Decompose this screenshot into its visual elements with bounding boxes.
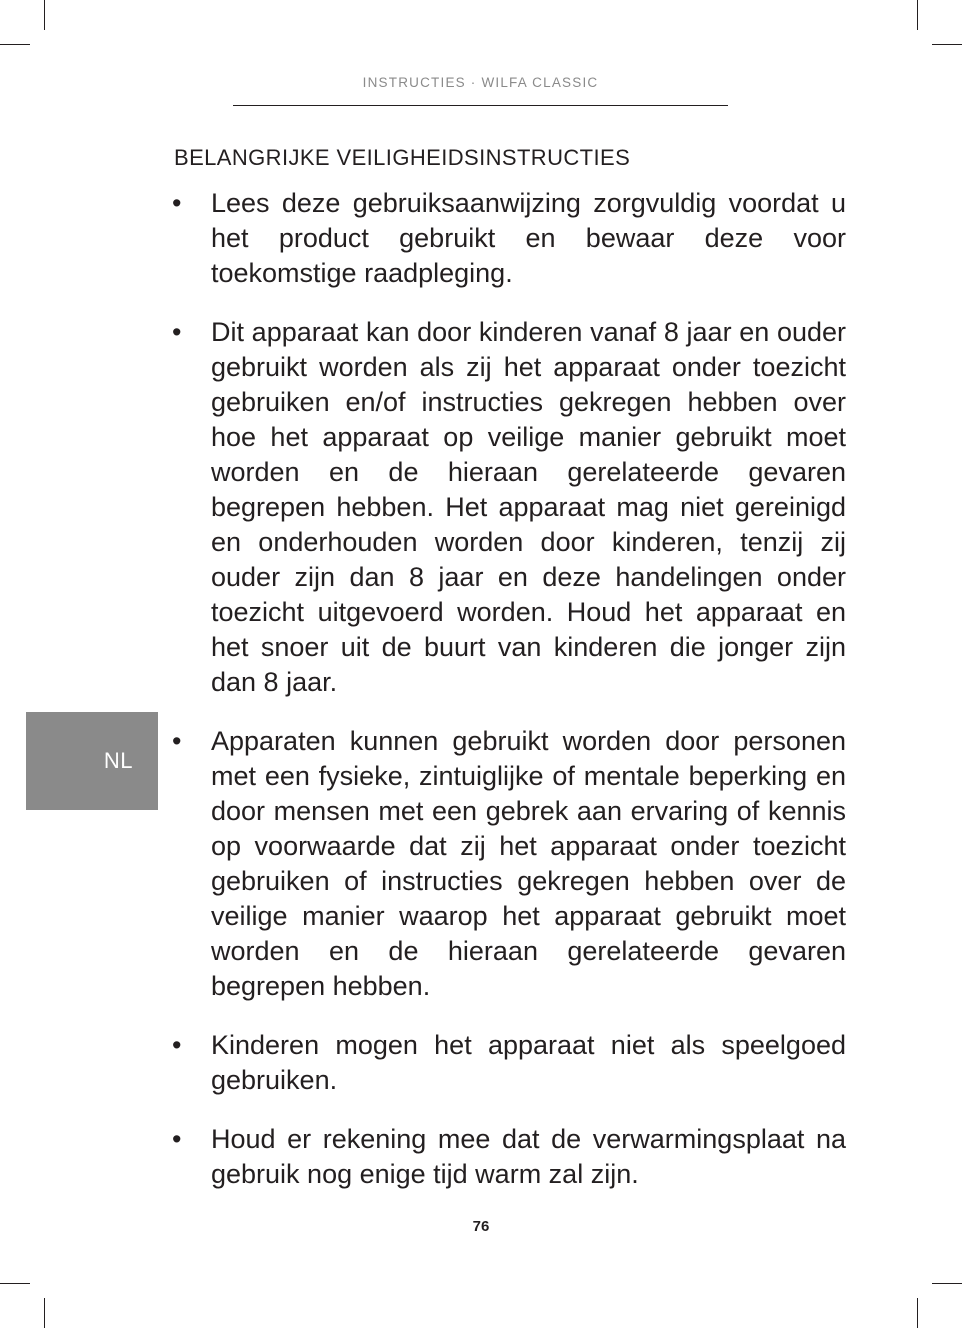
language-tab bbox=[26, 712, 158, 810]
bullet-icon: • bbox=[172, 1030, 182, 1060]
bullet-icon: • bbox=[172, 726, 182, 756]
page-number: 76 bbox=[472, 1218, 490, 1235]
crop-mark-bottom-left-horizontal bbox=[0, 1283, 30, 1284]
instruction-text: Kinderen mogen het apparaat niet als speelgoed gebruiken. bbox=[211, 1030, 846, 1095]
instruction-text: Lees deze gebruiksaanwijzing zorgvuldig voordat u het product gebruikt en bewaar deze voor toekomstige raadpleging. bbox=[211, 188, 846, 288]
instruction-item bbox=[172, 315, 846, 700]
bullet-icon: • bbox=[172, 317, 182, 347]
header-divider bbox=[233, 105, 728, 106]
crop-mark-bottom-left-vertical bbox=[44, 1298, 45, 1328]
instruction-item bbox=[172, 724, 846, 1004]
bullet-icon: • bbox=[172, 188, 182, 218]
language-tab-label: NL bbox=[103, 748, 133, 773]
crop-mark-top-left-vertical bbox=[44, 0, 45, 30]
instruction-item bbox=[172, 1122, 846, 1192]
crop-mark-top-right-vertical bbox=[917, 0, 918, 30]
crop-mark-top-right-horizontal bbox=[932, 44, 962, 45]
crop-mark-bottom-right-horizontal bbox=[932, 1283, 962, 1284]
instruction-text: Houd er rekening mee dat de verwarmingsplaat na gebruik nog enige tijd warm zal zijn. bbox=[211, 1124, 846, 1189]
instruction-item bbox=[172, 186, 846, 291]
crop-mark-top-left-horizontal bbox=[0, 44, 30, 45]
crop-mark-bottom-right-vertical bbox=[917, 1298, 918, 1328]
bullet-icon: • bbox=[172, 1124, 182, 1154]
instruction-text: Dit apparaat kan door kinderen vanaf 8 jaar en ouder gebruikt worden als zij het apparaat onder toezicht gebruiken en/of instructies gekregen hebben over hoe het apparaat op veilige manier gebruikt moet worden en de hieraan gerelateerde gevaren begrepen hebben. Het apparaat mag niet gereinigd en onderhouden worden door kinderen, tenzij zij ouder zijn dan 8 jaar en deze handelingen onder toezicht uitgevoerd worden. Houd het apparaat en het snoer uit de buurt van kinderen die jonger zijn dan 8 jaar. bbox=[211, 317, 846, 697]
section-title: BELANGRIJKE VEILIGHEIDSINSTRUCTIES bbox=[174, 145, 631, 170]
instruction-text: Apparaten kunnen gebruikt worden door personen met een fysieke, zintuiglijke of mentale beperking en door mensen met een gebrek aan ervaring of kennis op voorwaarde dat zij het apparaat onder toezicht gebruiken of instructies gekregen hebben over de veilige manier waarop het apparaat gebruikt moet worden en de hieraan gerelateerde gevaren begrepen hebben. bbox=[211, 726, 846, 1001]
running-header: INSTRUCTIES · WILFA CLASSIC bbox=[362, 75, 599, 90]
safety-instructions-list bbox=[172, 186, 846, 1216]
instruction-item bbox=[172, 1028, 846, 1098]
